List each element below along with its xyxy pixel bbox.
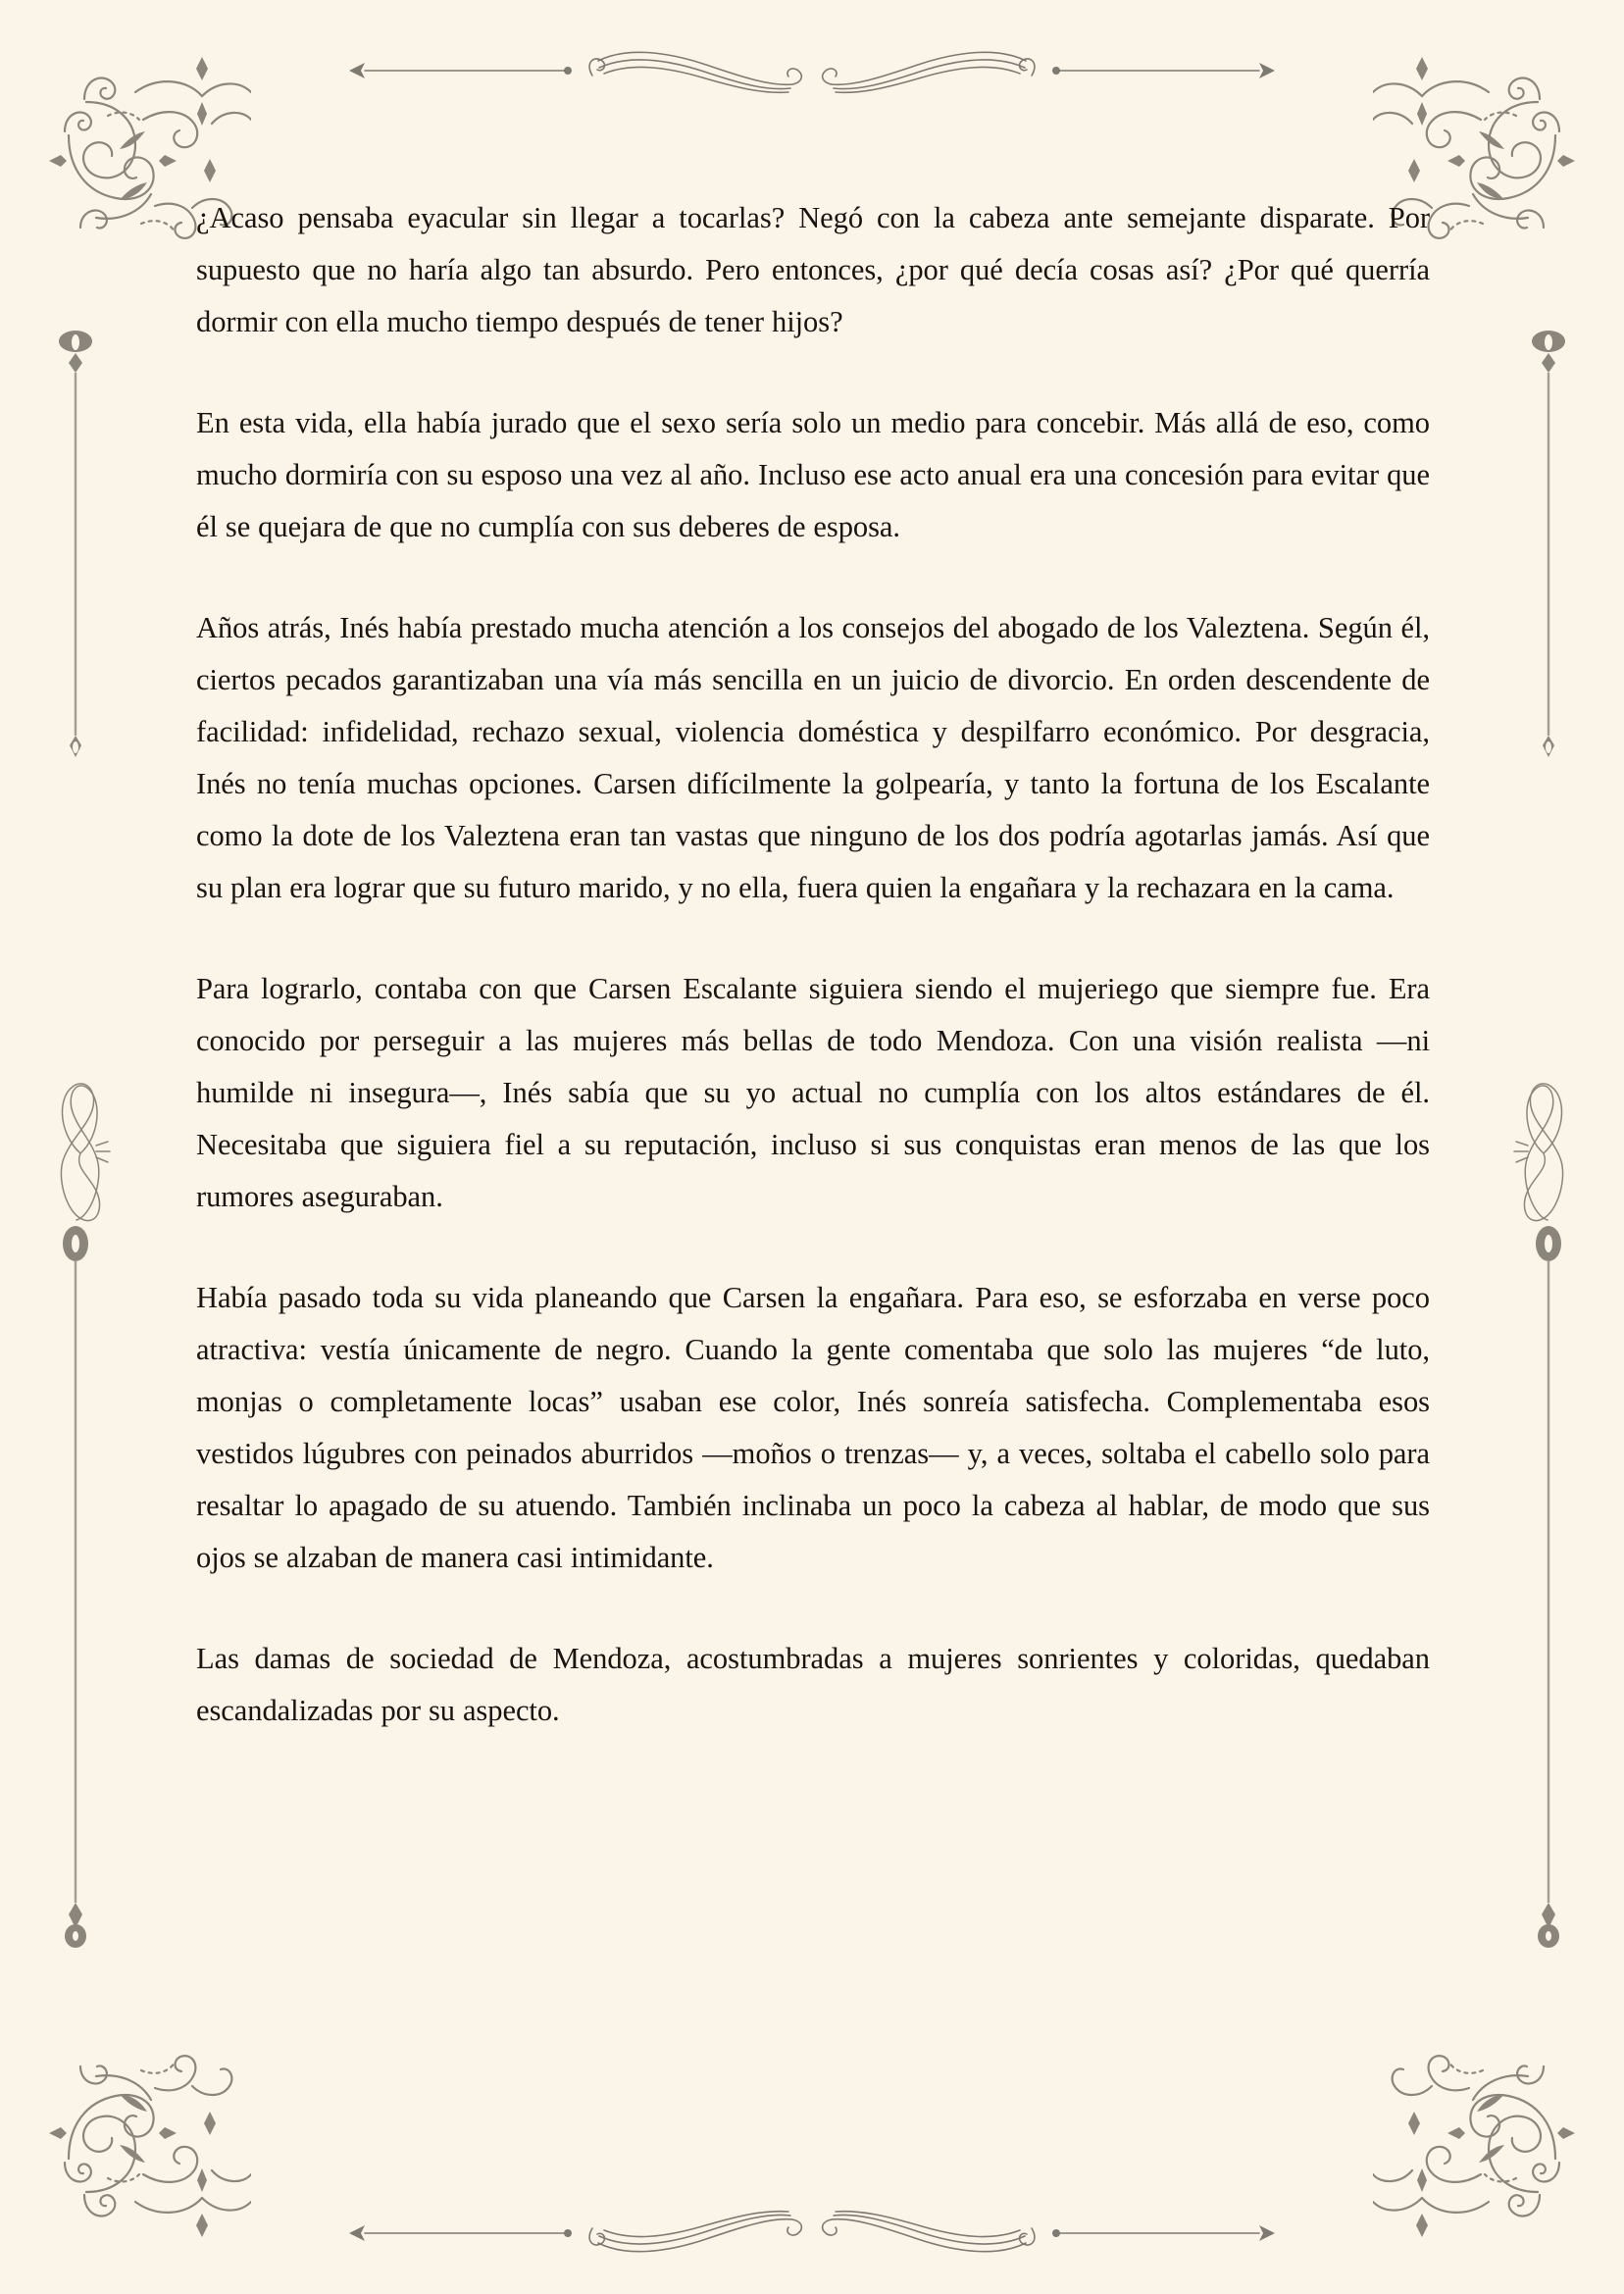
corner-flourish-bottom-left-icon	[25, 2043, 251, 2269]
paragraph: Había pasado toda su vida planeando que Carsen la engañara. Para eso, se esforzaba en verse poco atractiva: vestía únicamente de negro. Cuando la gente comentaba que solo las mujeres “de luto, monjas o completamente locas” usaban ese color, Inés sonreía satisfecha. Complementaba esos vestidos lúgubres con peinados aburridos —moños o trenzas— y, a veces, soltaba el cabello solo para resaltar lo apagado de su atuendo. También inclinaba un poco la cabeza al hablar, de modo que sus ojos se alzaban de manera casi intimidante.	[196, 1281, 1430, 1574]
corner-flourish-bottom-right-icon	[1373, 2043, 1599, 2269]
paragraph: Las damas de sociedad de Mendoza, acostumbradas a mujeres sonrientes y coloridas, quedaban escandalizadas por su aspecto.	[196, 1642, 1430, 1727]
divider-top-icon	[341, 43, 1283, 98]
paragraph: Años atrás, Inés había prestado mucha atención a los consejos del abogado de los Valeztena. Según él, ciertos pecados garantizaban una vía más sencilla en un juicio de divorcio. En orden descendente de facilidad: infidelidad, rechazo sexual, violencia doméstica y despilfarro económico. Por desgracia, Inés no tenía muchas opciones. Carsen difícilmente la golpearía, y tanto la fortuna de los Escalante como la dote de los Valeztena eran tan vastas que ninguno de los dos podría agotarlas jamás. Así que su plan era lograr que su futuro marido, y no ella, fuera quien la engañara y la rechazara en la cama.	[196, 611, 1430, 904]
side-rod-left-lower-icon	[49, 1226, 102, 1952]
paragraph: En esta vida, ella había jurado que el sexo sería solo un medio para concebir. Más allá de eso, como mucho dormiría con su esposo una vez al año. Incluso ese acto anual era una concesión para evitar que él se quejara de que no cumplía con sus deberes de esposa.	[196, 406, 1430, 543]
side-rod-right-upper-icon	[1522, 324, 1575, 775]
knot-flourish-left-icon	[41, 1069, 120, 1236]
knot-flourish-right-icon	[1504, 1069, 1583, 1236]
paragraph: ¿Acaso pensaba eyacular sin llegar a tocarlas? Negó con la cabeza ante semejante disparate. Por supuesto que no haría algo tan absurdo. Pero entonces, ¿por qué decía cosas así? ¿Por qué querría dormir con ella mucho tiempo después de tener hijos?	[196, 201, 1430, 338]
body-text-column	[196, 192, 1430, 1737]
side-rod-right-lower-icon	[1522, 1226, 1575, 1952]
divider-bottom-icon	[341, 2206, 1283, 2261]
paragraph: Para lograrlo, contaba con que Carsen Escalante siguiera siendo el mujeriego que siempre fue. Era conocido por perseguir a las mujeres más bellas de todo Mendoza. Con una visión realista —ni humilde ni insegura—, Inés sabía que su yo actual no cumplía con los altos estándares de él. Necesitaba que siguiera fiel a su reputación, incluso si sus conquistas eran menos de las que los rumores aseguraban.	[196, 972, 1430, 1213]
side-rod-left-upper-icon	[49, 324, 102, 775]
